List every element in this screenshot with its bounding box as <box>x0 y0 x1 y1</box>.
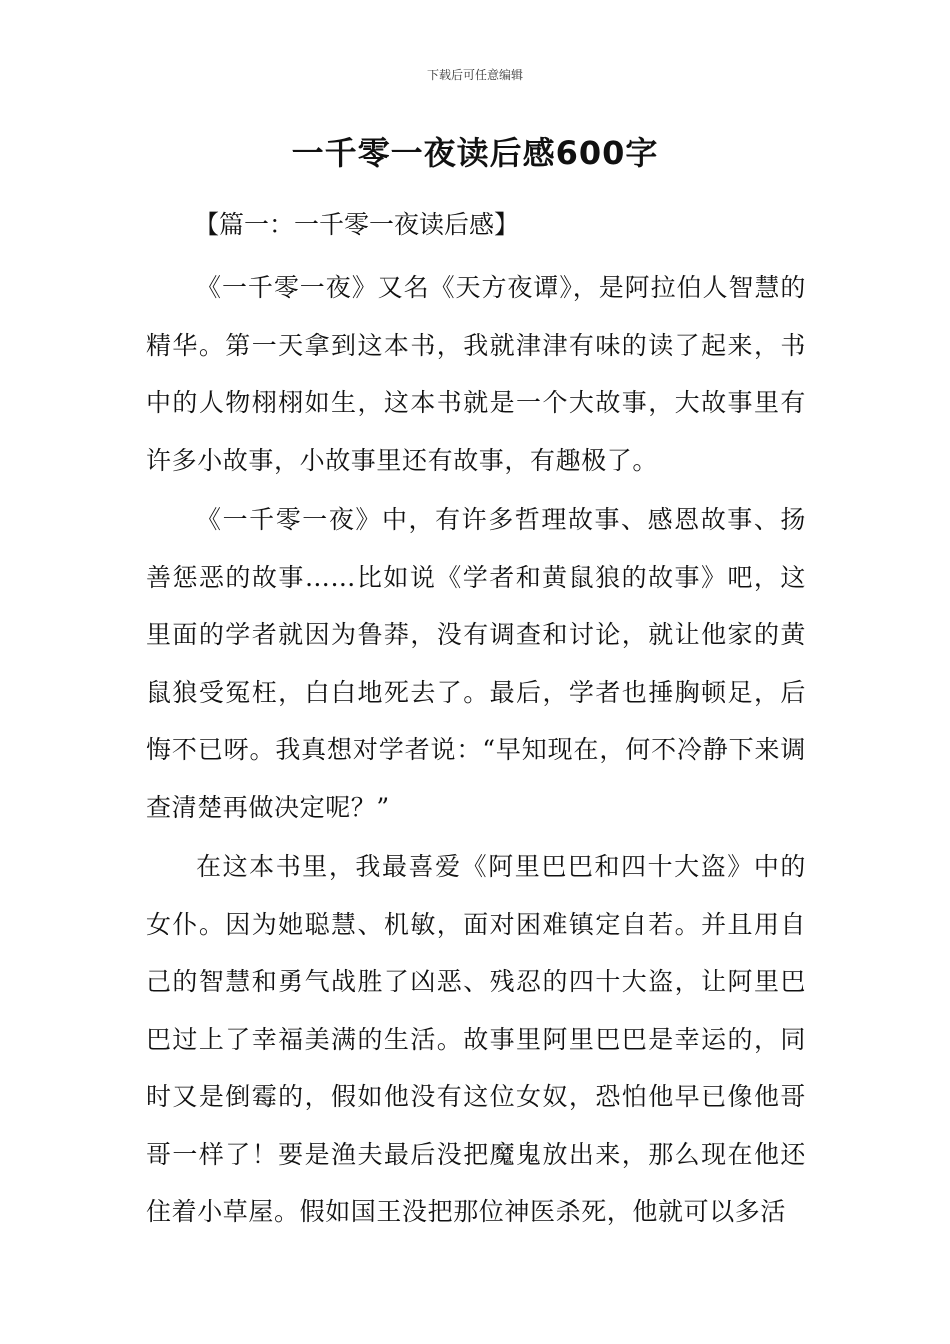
section-heading: 【篇一：一千零一夜读后感】 <box>194 210 520 239</box>
header-note: 下载后可任意编辑 <box>426 68 523 82</box>
document-body <box>146 196 806 1243</box>
paragraph-2: 《一千零一夜》中，有许多哲理故事、感恩故事、扬善惩恶的故事……比如说《学者和黄鼠狼的故事》吧，这里面的学者就因为鲁莽，没有调查和讨论，就让他家的黄鼠狼受冤枉，白白地死去了。最后，学者也捶胸顿足，后悔不已呀。我真想对学者说：“早知现在，何不冷静下来调查清楚再做决定呢？” <box>146 505 806 822</box>
paragraph-1: 《一千零一夜》又名《天方夜谭》，是阿拉伯人智慧的精华。第一天拿到这本书，我就津津有味的读了起来，书中的人物栩栩如生，这本书就是一个大故事，大故事里有许多小故事，小故事里还有故事，有趣极了。 <box>146 273 806 475</box>
page-title: 一千零一夜读后感600字 <box>291 134 659 172</box>
paragraph-3: 在这本书里，我最喜爱《阿里巴巴和四十大盗》中的女仆。因为她聪慧、机敏，面对困难镇定自若。并且用自己的智慧和勇气战胜了凶恶、残忍的四十大盗，让阿里巴巴过上了幸福美满的生活。故事里阿里巴巴是幸运的，同时又是倒霉的，假如他没有这位女奴，恐怕他早已像他哥哥一样了！要是渔夫最后没把魔鬼放出来，那么现在他还住着小草屋。假如国王没把那位神医杀死，他就可以多活 <box>146 852 806 1226</box>
